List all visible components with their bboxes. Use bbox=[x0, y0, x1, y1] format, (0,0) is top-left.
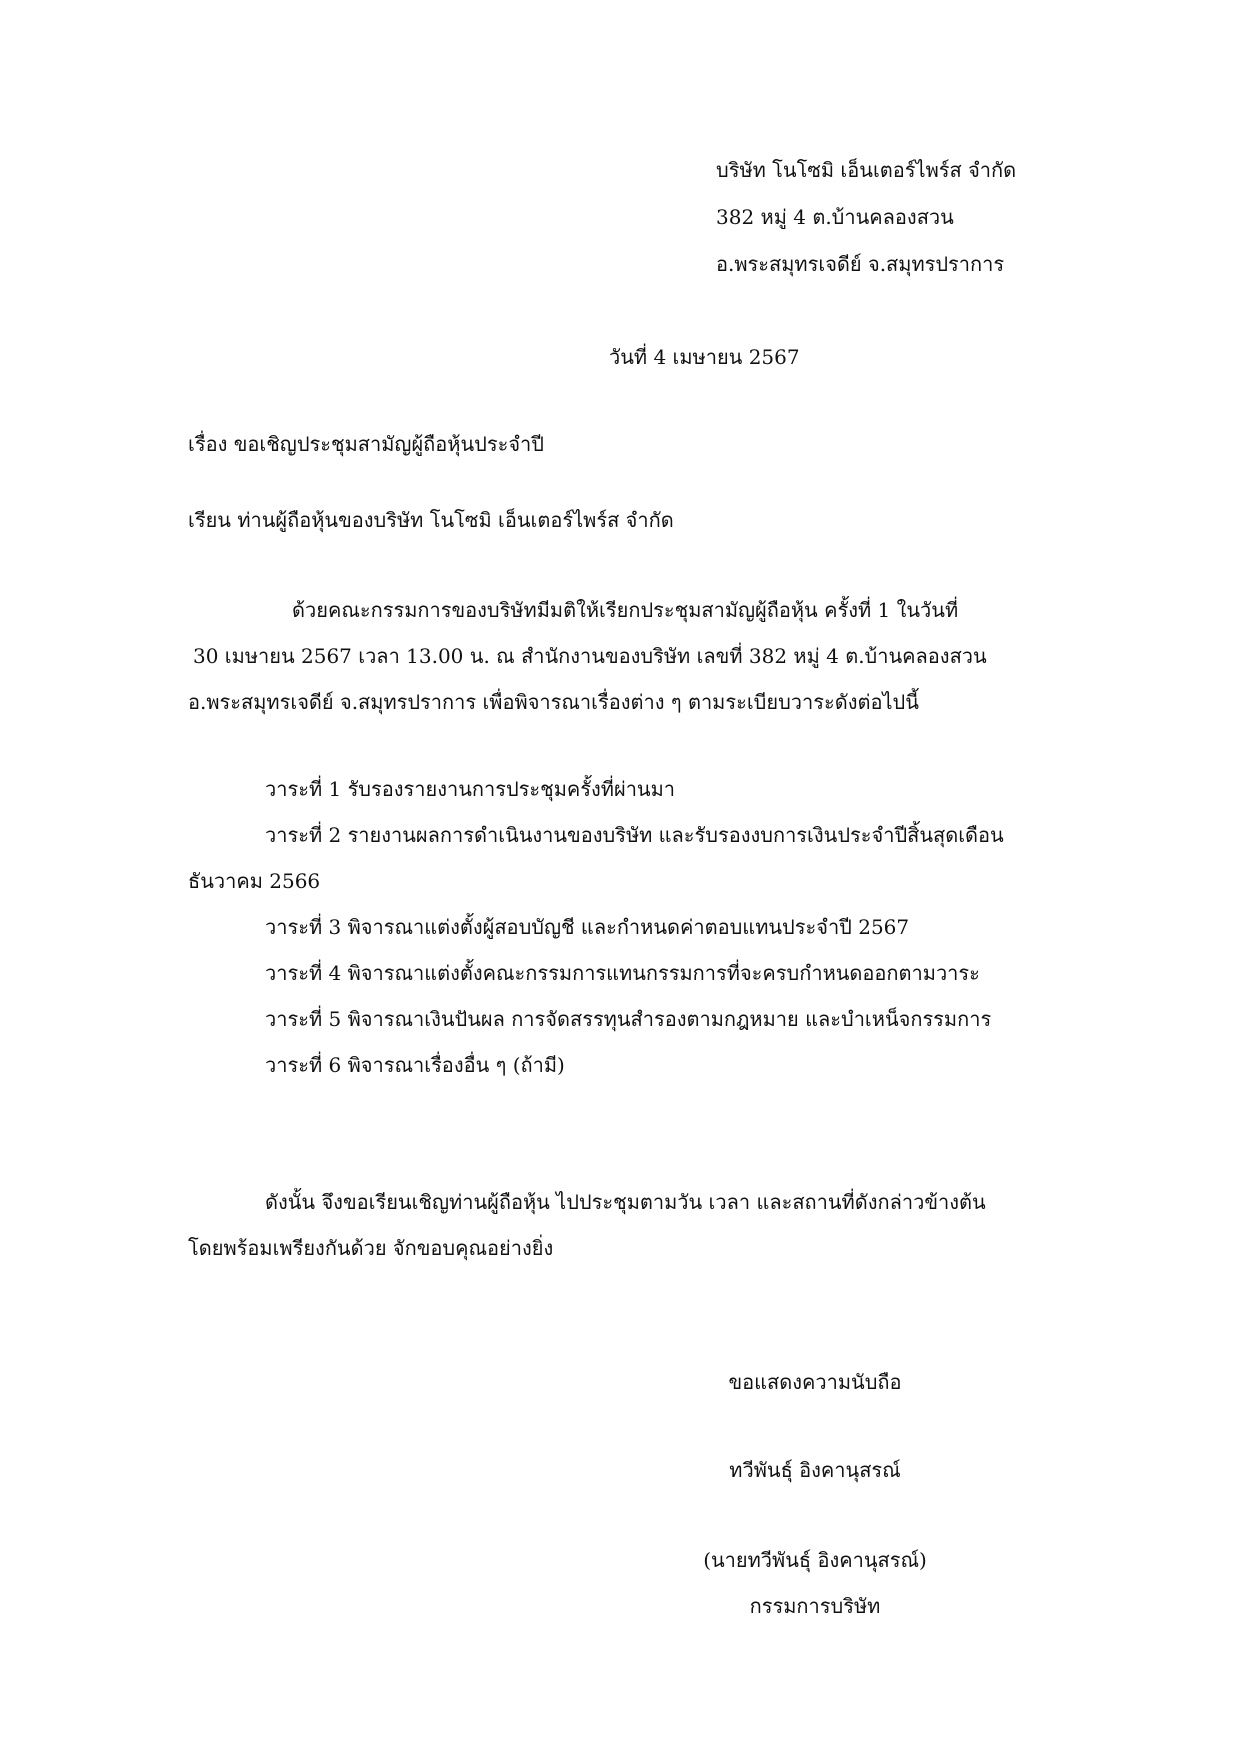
letter-subject: เรื่อง ขอเชิญประชุมสามัญผู้ถือหุ้นประจำปี bbox=[188, 432, 544, 456]
signature-signed-name: ทวีพันธุ์ อิงคานุสรณ์ bbox=[729, 1458, 901, 1482]
sender-address-line1: 382 หมู่ 4 ต.บ้านคลองสวน bbox=[716, 205, 954, 229]
sender-company: บริษัท โนโซมิ เอ็นเตอร์ไพร์ส จำกัด bbox=[716, 158, 1017, 182]
sender-address-line2: อ.พระสมุทรเจดีย์ จ.สมุทรปราการ bbox=[716, 252, 1005, 276]
letter-date: วันที่ 4 เมษายน 2567 bbox=[609, 345, 800, 369]
signature-regards: ขอแสดงความนับถือ bbox=[728, 1370, 902, 1394]
agenda-item-3: วาระที่ 3 พิจารณาแต่งตั้งผู้สอบบัญชี และกำหนดค่าตอบแทนประจำปี 2567 bbox=[265, 915, 910, 939]
agenda-item-2-continued: ธันวาคม 2566 bbox=[188, 869, 321, 893]
agenda-item-4: วาระที่ 4 พิจารณาแต่งตั้งคณะกรรมการแทนกรรมการที่จะครบกำหนดออกตามวาระ bbox=[265, 961, 980, 985]
agenda-item-2: วาระที่ 2 รายงานผลการดำเนินงานของบริษัท และรับรองงบการเงินประจำปีสิ้นสุดเดือน bbox=[265, 823, 1004, 847]
signature-position: กรรมการบริษัท bbox=[749, 1594, 881, 1618]
intro-line-3: อ.พระสมุทรเจดีย์ จ.สมุทรปราการ เพื่อพิจารณาเรื่องต่าง ๆ ตามระเบียบวาระดังต่อไปนี้ bbox=[188, 690, 919, 714]
closing-line-2: โดยพร้อมเพรียงกันด้วย จักขอบคุณอย่างยิ่ง bbox=[188, 1236, 554, 1260]
agenda-item-5: วาระที่ 5 พิจารณาเงินปันผล การจัดสรรทุนสำรองตามกฎหมาย และบำเหน็จกรรมการ bbox=[265, 1007, 992, 1031]
intro-line-1: ด้วยคณะกรรมการของบริษัทมีมติให้เรียกประชุมสามัญผู้ถือหุ้น ครั้งที่ 1 ในวันที่ bbox=[292, 598, 959, 622]
closing-line-1: ดังนั้น จึงขอเรียนเชิญท่านผู้ถือหุ้น ไปประชุมตามวัน เวลา และสถานที่ดังกล่าวข้างต้น bbox=[265, 1190, 986, 1214]
intro-line-2: 30 เมษายน 2567 เวลา 13.00 น. ณ สำนักงานของบริษัท เลขที่ 382 หมู่ 4 ต.บ้านคลองสวน bbox=[193, 644, 987, 668]
signature-full-name: (นายทวีพันธุ์ อิงคานุสรณ์) bbox=[703, 1548, 927, 1572]
agenda-item-1: วาระที่ 1 รับรองรายงานการประชุมครั้งที่ผ่านมา bbox=[265, 777, 676, 801]
letter-recipient: เรียน ท่านผู้ถือหุ้นของบริษัท โนโซมิ เอ็นเตอร์ไพร์ส จำกัด bbox=[188, 508, 674, 532]
agenda-item-6: วาระที่ 6 พิจารณาเรื่องอื่น ๆ (ถ้ามี) bbox=[265, 1053, 565, 1077]
